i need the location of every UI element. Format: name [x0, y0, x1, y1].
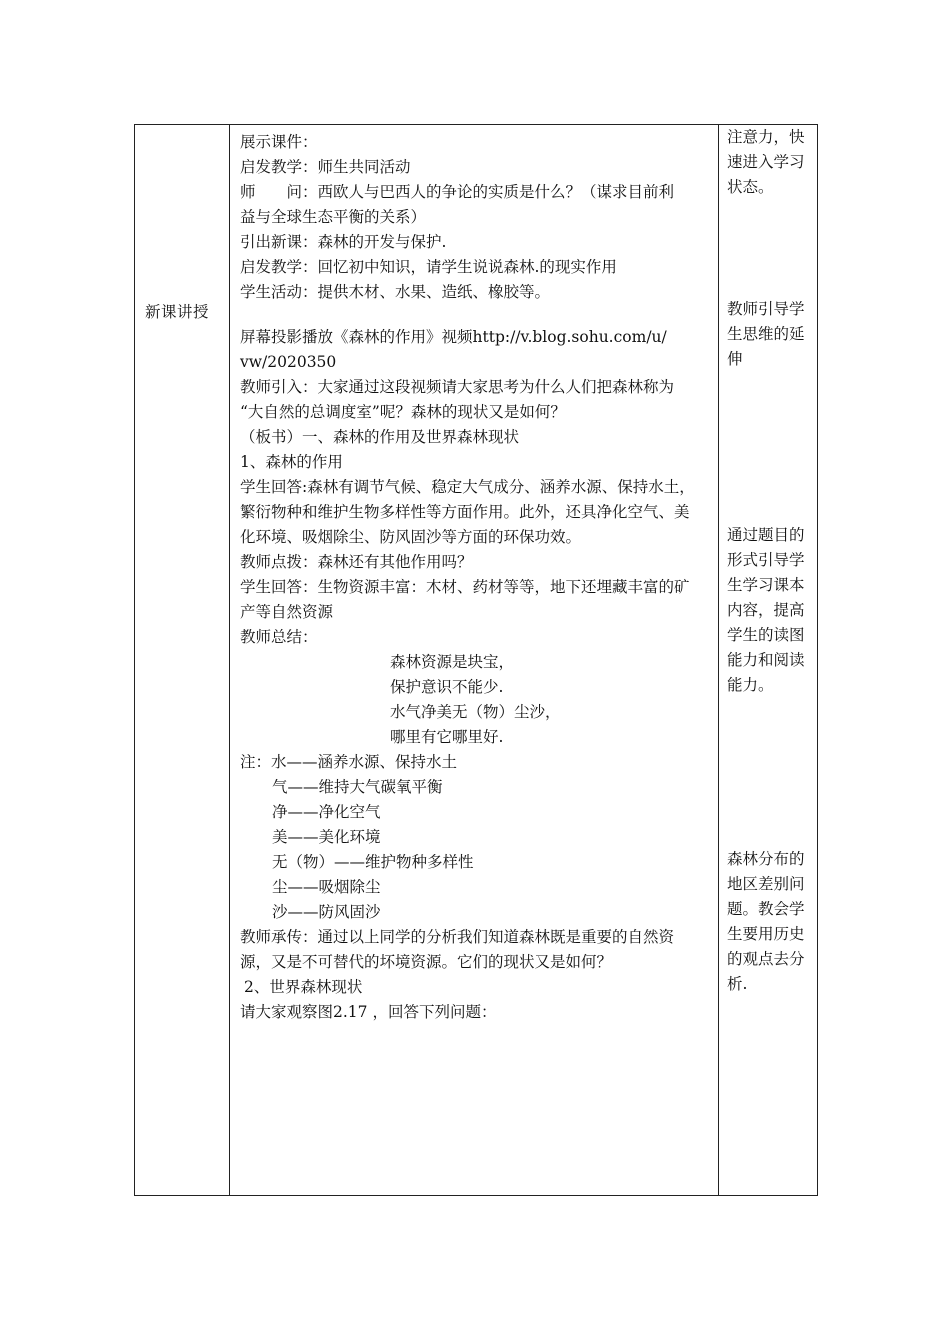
- table-row: [135, 125, 818, 1196]
- content-line: 屏幕投影播放《森林的作用》视频http://v.blog.sohu.com/u/: [240, 328, 667, 346]
- content-line: 益与全球生态平衡的关系）: [240, 208, 427, 226]
- content-line: vw/2020350: [240, 353, 337, 371]
- content-line: 保护意识不能少.: [390, 678, 504, 696]
- content-line: “大自然的总调度室”呢？森林的现状又是如何？: [240, 403, 566, 421]
- stage-label-cell: [135, 125, 230, 1196]
- content-line: 学生活动：提供木材、水果、造纸、橡胶等。: [240, 283, 551, 301]
- notes-text-block: [719, 125, 817, 1195]
- content-text-block: [230, 125, 718, 1025]
- content-line: 展示课件：: [240, 133, 318, 151]
- side-note: 教师引导学生思维的延伸: [727, 300, 805, 368]
- content-line: 2、世界森林现状: [244, 978, 363, 996]
- content-line: 教师引入：大家通过这段视频请大家思考为什么人们把森林称为: [240, 378, 675, 396]
- content-line: 教师总结：: [240, 628, 318, 646]
- content-line: 注：水——涵养水源、保持水土: [240, 753, 458, 771]
- blank-line: [240, 305, 710, 325]
- content-line: 气——维持大气碳氧平衡: [272, 778, 443, 796]
- content-line: 产等自然资源: [240, 603, 334, 621]
- content-line: 繁衍物种和维护生物多样性等方面作用。此外，还具净化空气、美: [240, 503, 690, 521]
- notes-cell: [719, 125, 818, 1196]
- content-line: 学生回答：生物资源丰富：木材、药材等等，地下还埋藏丰富的矿: [240, 578, 690, 596]
- content-line: 无（物）——维护物种多样性: [272, 853, 474, 871]
- side-note: 森林分布的地区差别问题。教会学生要用历史的观点去分析.: [727, 850, 805, 993]
- content-line: 尘——吸烟除尘: [272, 878, 381, 896]
- content-line: 森林资源是块宝，: [390, 653, 515, 671]
- lesson-plan-table: [134, 124, 818, 1196]
- content-line: 教师点拨：森林还有其他作用吗？: [240, 553, 473, 571]
- content-line: 启发教学：师生共同活动: [240, 158, 411, 176]
- content-line: 水气净美无（物）尘沙，: [390, 703, 561, 721]
- content-line: 请大家观察图2.17 ，回答下列问题：: [240, 1003, 497, 1021]
- content-line: 净——净化空气: [272, 803, 381, 821]
- content-line: 化环境、吸烟除尘、防风固沙等方面的环保功效。: [240, 528, 582, 546]
- content-line: 源，又是不可替代的坏境资源。它们的现状又是如何？: [240, 953, 613, 971]
- content-line: 沙——防风固沙: [272, 903, 381, 921]
- content-line: 1、森林的作用: [240, 453, 343, 471]
- content-line: 美——美化环境: [272, 828, 381, 846]
- content-cell: [230, 125, 719, 1196]
- content-line: （板书）一、森林的作用及世界森林现状: [240, 428, 520, 446]
- content-line: 启发教学：回忆初中知识，请学生说说森林.的现实作用: [240, 258, 617, 276]
- content-line: 引出新课：森林的开发与保护.: [240, 233, 447, 251]
- side-note: 注意力，快速进入学习状态。: [727, 128, 805, 196]
- stage-label: 新课讲授: [145, 303, 210, 321]
- content-line: 教师承传：通过以上同学的分析我们知道森林既是重要的自然资: [240, 928, 675, 946]
- content-line: 学生回答:森林有调节气候、稳定大气成分、涵养水源、保持水土，: [240, 478, 695, 496]
- content-line: 哪里有它哪里好.: [390, 728, 504, 746]
- side-note: 通过题目的形式引导学生学习课本内容，提高学生的读图能力和阅读能力。: [727, 526, 805, 694]
- content-line: 师 问：西欧人与巴西人的争论的实质是什么？（谋求目前利: [240, 183, 675, 201]
